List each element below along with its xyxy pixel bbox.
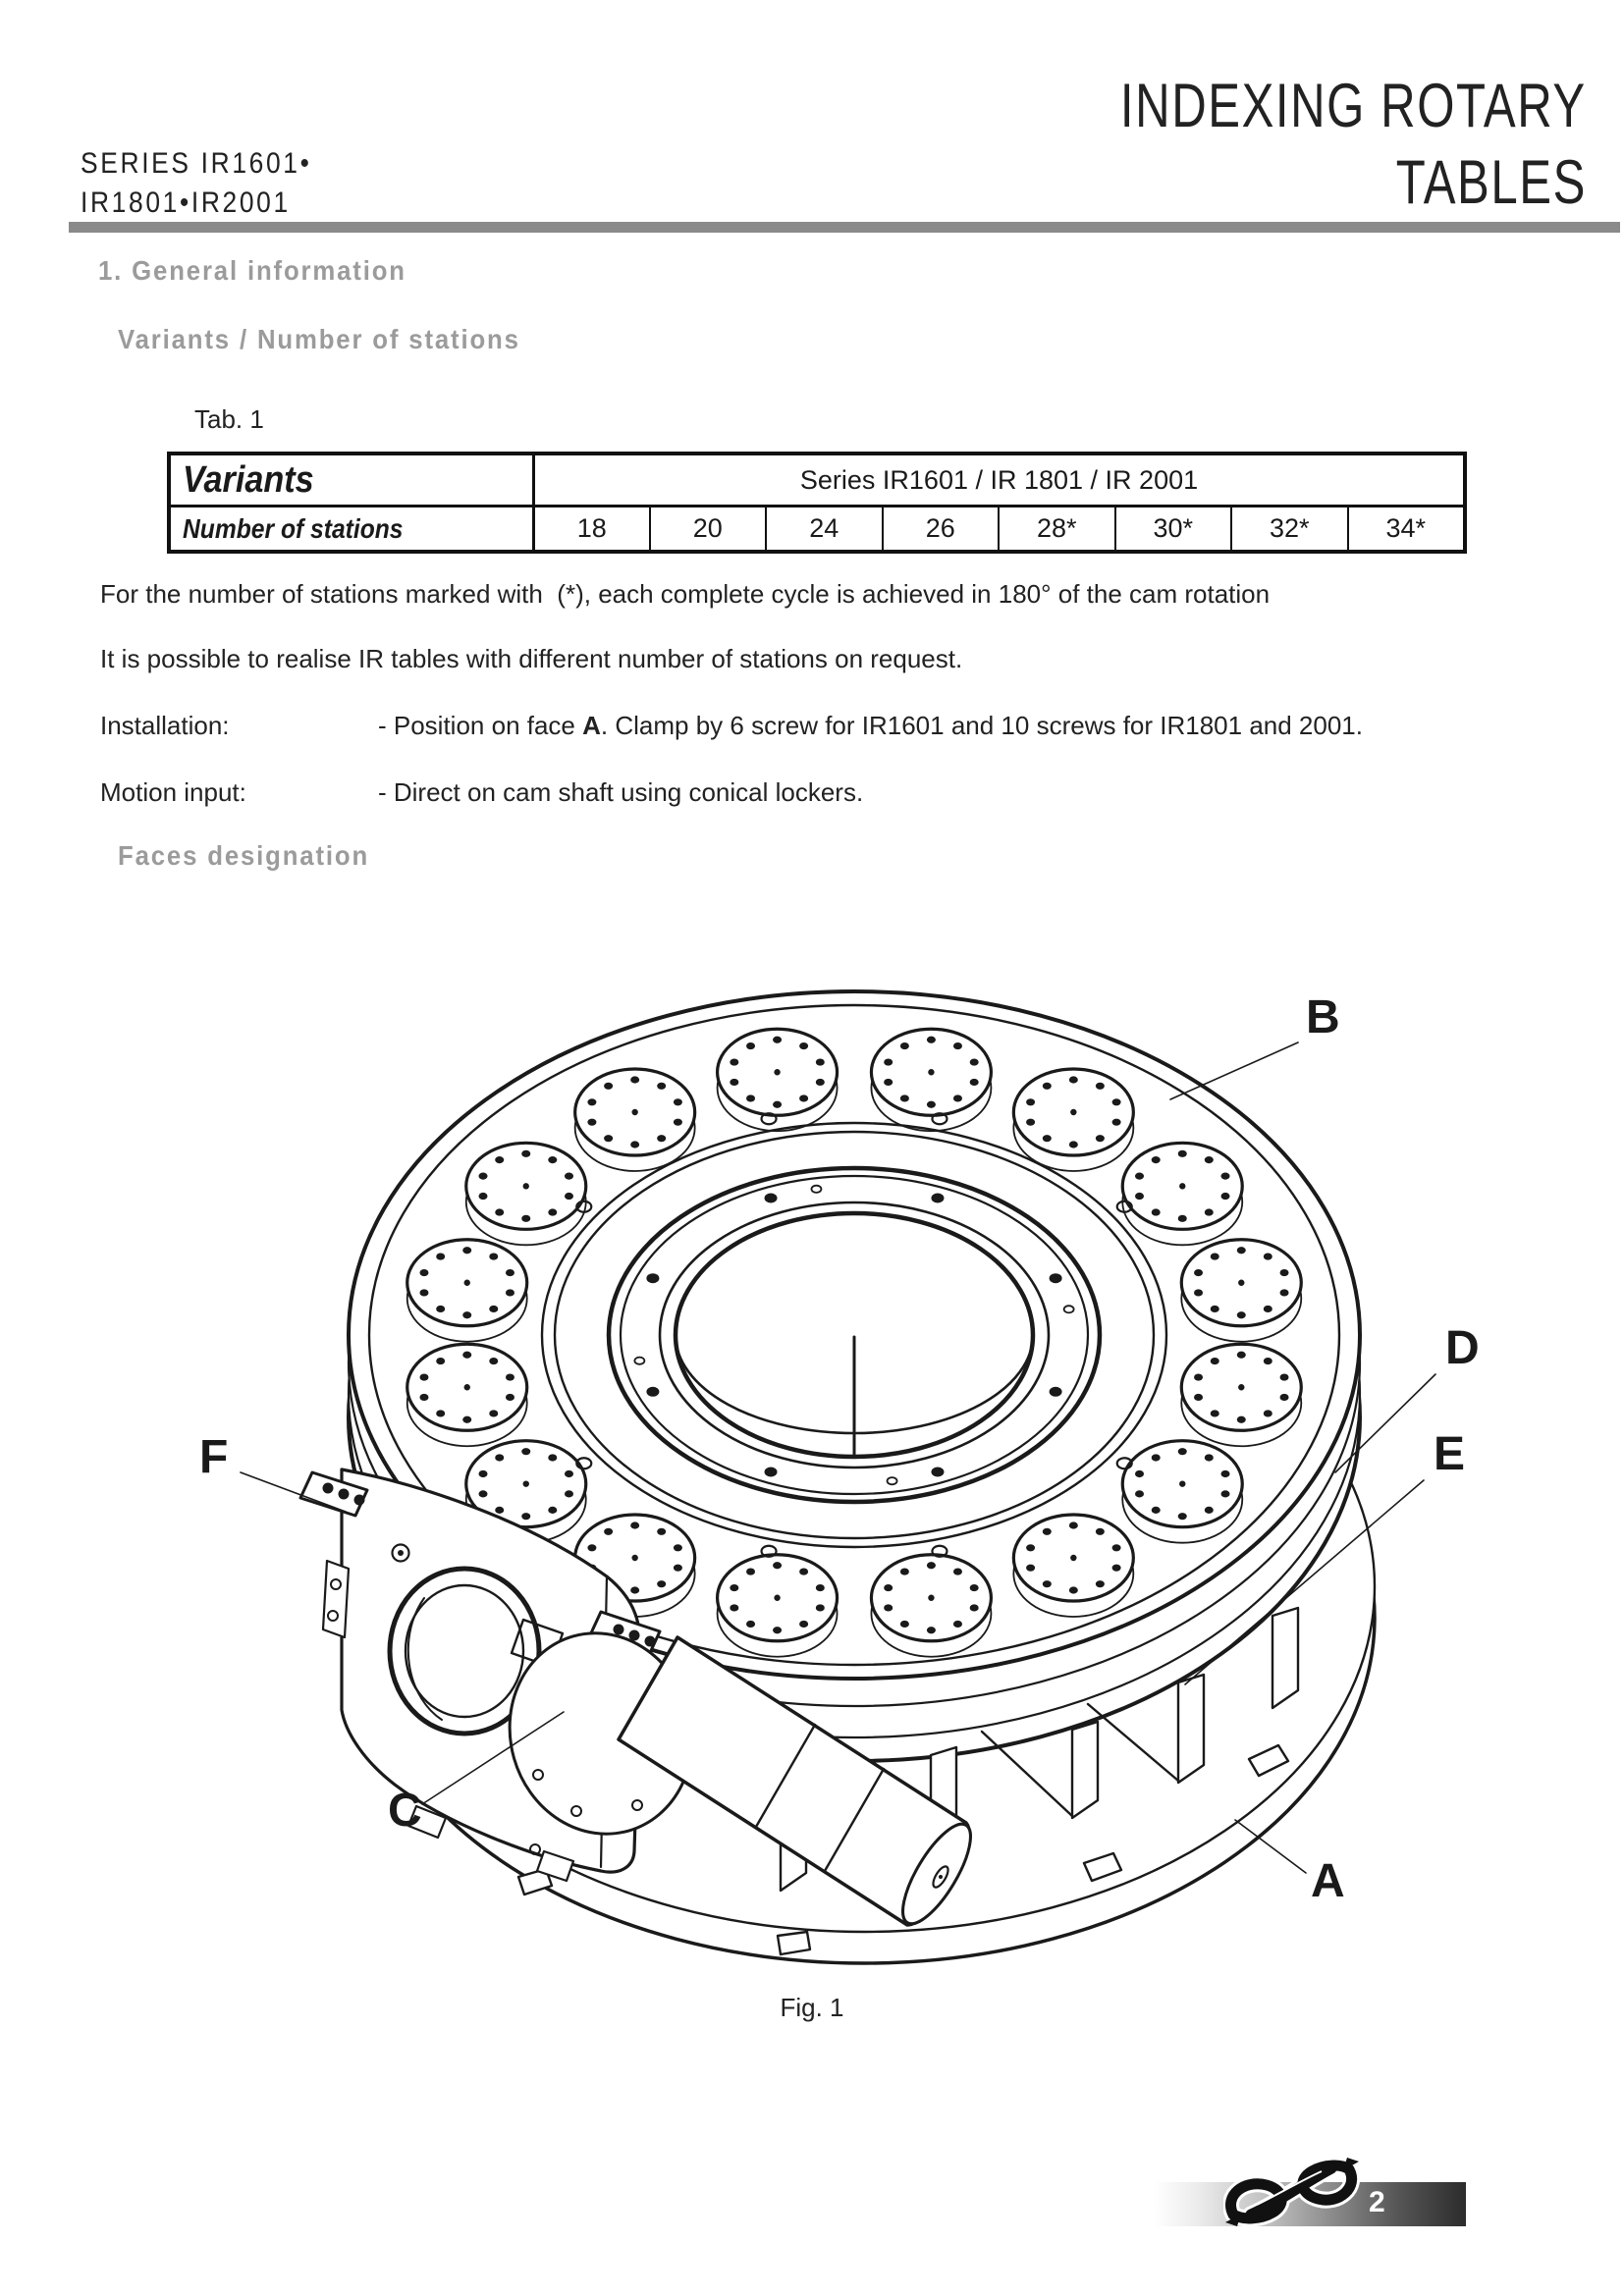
table-stations-label: Number of stations — [171, 505, 532, 550]
variants-table — [167, 452, 1467, 554]
table-variants-label: Variants — [183, 458, 314, 501]
section-heading-general: 1. General information — [98, 255, 406, 286]
table-cell-stations: 30* — [1114, 505, 1231, 550]
table-series-header: Series IR1601 / IR 1801 / IR 2001 — [532, 455, 1463, 505]
section-heading-variants: Variants / Number of stations — [118, 324, 520, 354]
note-paragraph: For the number of stations marked with (*), each complete cycle is achieved in 180° of the cam rotation — [100, 579, 1271, 609]
series-code-text1: SERIES IR1601• — [81, 147, 312, 180]
company-logo-icon — [1223, 2154, 1361, 2232]
page-title-line2 — [1342, 147, 1587, 218]
page-number: 2 — [1369, 2186, 1385, 2218]
table-cell-stations: 34* — [1347, 505, 1464, 550]
rotary-table-figure — [147, 918, 1522, 1988]
face-label-c: C — [388, 1785, 422, 1837]
series-code-line2 — [81, 187, 319, 220]
face-label-b: B — [1306, 991, 1340, 1043]
request-paragraph: It is possible to realise IR tables with different number of stations on request. — [100, 644, 963, 673]
figure-caption: Fig. 1 — [780, 1993, 844, 2022]
installation-label: Installation: — [100, 711, 230, 740]
motion-input-text: - Direct on cam shaft using conical lockers. — [378, 777, 864, 807]
face-label-a: A — [1311, 1855, 1345, 1907]
motion-input-label: Motion input: — [100, 777, 246, 807]
table-cell-stations: 28* — [998, 505, 1114, 550]
table-cell-stations: 20 — [649, 505, 766, 550]
face-a-bold: A — [582, 711, 601, 740]
face-label-d: D — [1445, 1322, 1480, 1374]
section-heading-faces: Faces designation — [118, 840, 370, 871]
page-title-text1: INDEXING ROTARY — [1120, 72, 1587, 140]
face-label-e: E — [1434, 1428, 1466, 1480]
installation-text: - Position on face A. Clamp by 6 screw for IR1601 and 10 screws for IR1801 and 2001. — [378, 711, 1363, 740]
header-rule — [69, 222, 1620, 233]
table-caption: Tab. 1 — [194, 404, 264, 434]
series-code-line1 — [81, 147, 344, 181]
page-title-text2: TABLES — [1395, 148, 1587, 217]
table-cell-stations: 26 — [882, 505, 999, 550]
face-label-f: F — [199, 1431, 229, 1483]
series-code-text2: IR1801•IR2001 — [81, 187, 291, 219]
table-cell-stations: 24 — [765, 505, 882, 550]
table-cell-stations: 18 — [532, 505, 649, 550]
table-cell-stations: 32* — [1230, 505, 1347, 550]
page-title-line1 — [989, 71, 1587, 141]
